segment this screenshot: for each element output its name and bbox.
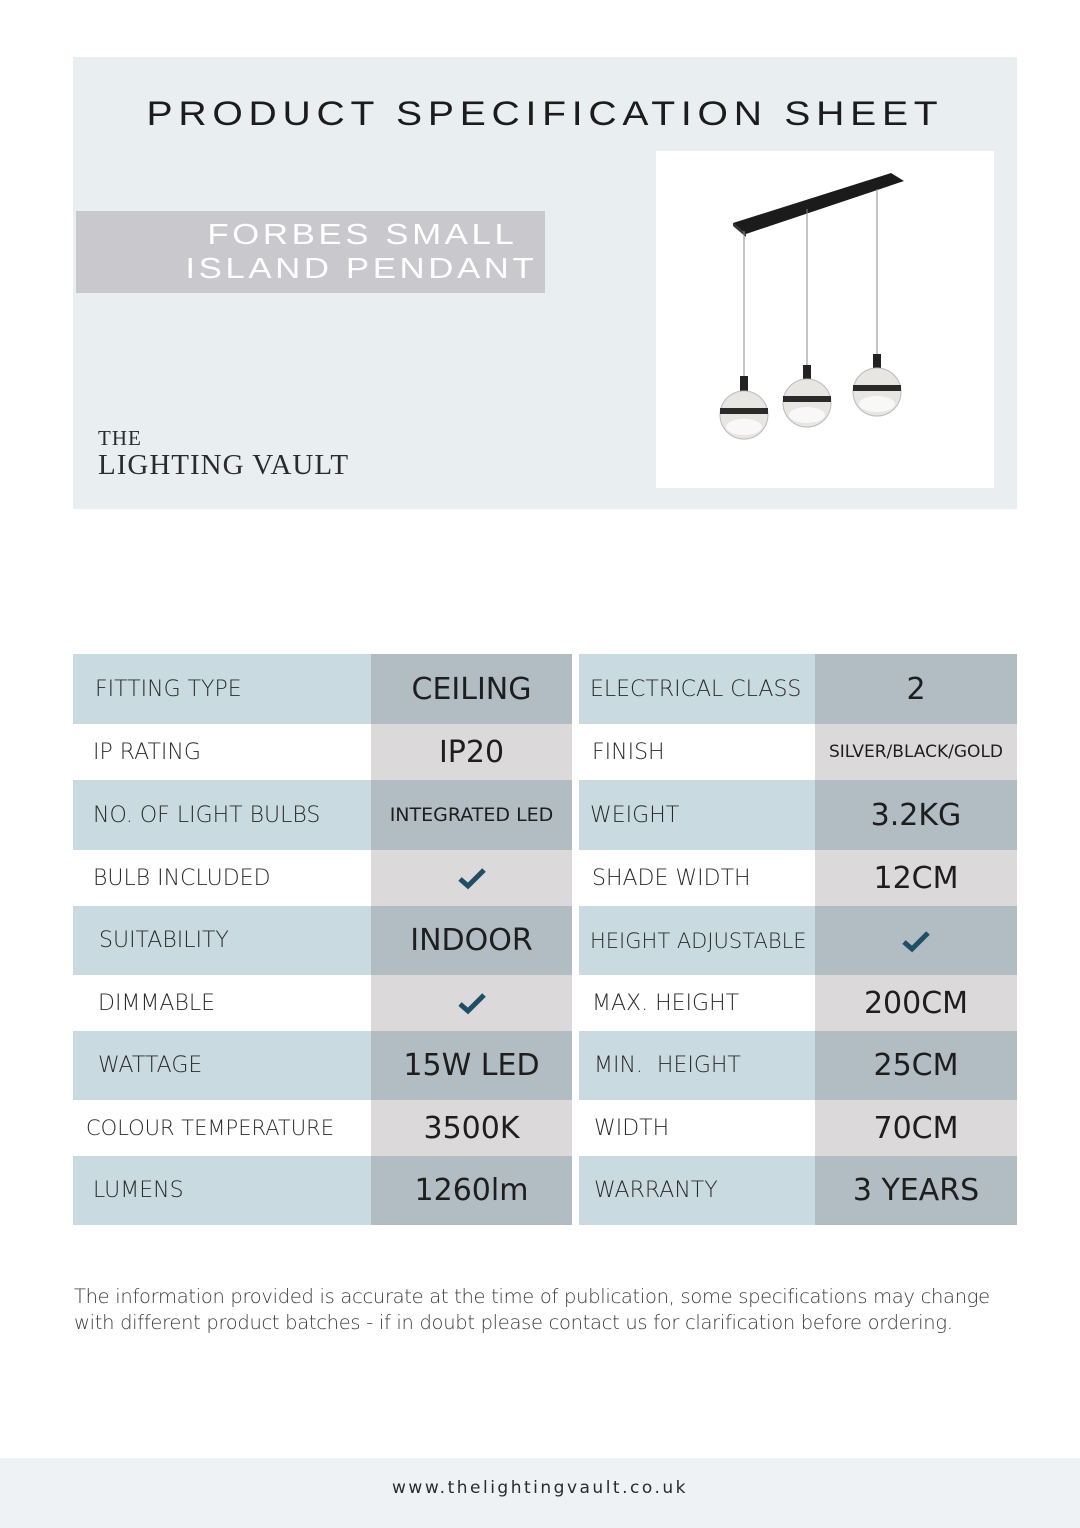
product-name-box	[76, 211, 545, 293]
spec-value-cell	[815, 1100, 1017, 1156]
product-name-line-2: ISLAND PENDANT	[184, 253, 537, 285]
logo-brand: LIGHTING VAULT	[98, 449, 350, 481]
spec-row	[73, 654, 1017, 724]
spec-row	[73, 1031, 1017, 1100]
spec-row	[73, 975, 1017, 1031]
spec-label-cell	[579, 1031, 815, 1100]
product-image	[656, 151, 994, 488]
brand-logo	[98, 427, 349, 481]
spec-label: SUITABILITY	[99, 928, 229, 953]
spec-label-cell	[73, 1100, 371, 1156]
website-link[interactable]: www.thelightingvault.co.uk	[392, 1478, 688, 1498]
spec-row	[73, 1156, 1017, 1225]
spec-value-cell	[815, 850, 1017, 906]
spec-label: WARRANTY	[594, 1178, 718, 1203]
spec-value-cell	[371, 850, 572, 906]
spec-row	[73, 850, 1017, 906]
page-title: PRODUCT SPECIFICATION SHEET	[146, 95, 944, 133]
spec-value-cell	[371, 1100, 572, 1156]
spec-value-cell	[371, 724, 572, 780]
spec-label-cell	[73, 654, 371, 724]
spec-label: LUMENS	[93, 1178, 184, 1203]
footer	[0, 1458, 1080, 1528]
spec-value: INDOOR	[410, 923, 533, 958]
spec-value: CEILING	[411, 671, 532, 707]
spec-value: 3.2KG	[870, 797, 962, 833]
spec-label: DIMMABLE	[98, 990, 216, 1016]
spec-value: 3500K	[423, 1110, 520, 1146]
spec-label-cell	[73, 724, 371, 780]
spec-label-cell	[73, 780, 371, 850]
spec-label: MAX. HEIGHT	[592, 990, 740, 1016]
spec-label-cell	[579, 654, 815, 724]
spec-label-cell	[579, 724, 815, 780]
spec-row	[73, 724, 1017, 780]
spec-label: WEIGHT	[590, 802, 680, 828]
spec-value: INTEGRATED LED	[389, 804, 554, 826]
spec-value-cell	[371, 780, 572, 850]
spec-label-cell	[579, 1100, 815, 1156]
spec-row	[73, 1100, 1017, 1156]
spec-value: 2	[906, 671, 926, 707]
check-icon	[901, 929, 931, 953]
spec-label-cell	[73, 1156, 371, 1225]
spec-value: 12CM	[873, 860, 959, 896]
spec-value-cell	[815, 654, 1017, 724]
logo-the: THE	[98, 426, 142, 450]
spec-label-cell	[73, 975, 371, 1031]
spec-value-cell	[371, 906, 572, 975]
pendant-light-icon	[656, 151, 994, 488]
spec-value-cell	[371, 975, 572, 1031]
spec-label: HEIGHT ADJUSTABLE	[590, 928, 807, 953]
spec-label-cell	[579, 975, 815, 1031]
spec-value: 1260lm	[414, 1173, 529, 1208]
check-icon	[457, 991, 487, 1015]
spec-value: IP20	[438, 734, 505, 770]
spec-value-cell	[815, 1156, 1017, 1225]
spec-value-cell	[815, 975, 1017, 1031]
spec-label-cell	[579, 1156, 815, 1225]
spec-value-cell	[815, 1031, 1017, 1100]
header-panel	[73, 57, 1017, 509]
spec-value-cell	[815, 780, 1017, 850]
spec-label-cell	[73, 1031, 371, 1100]
check-icon	[457, 866, 487, 890]
spec-label: FITTING TYPE	[95, 676, 242, 702]
spec-value-cell	[371, 1031, 572, 1100]
spec-row	[73, 780, 1017, 850]
spec-value: 15W LED	[403, 1048, 540, 1083]
spec-value-cell	[371, 1156, 572, 1225]
spec-value: 200CM	[863, 985, 969, 1021]
disclaimer-text: The information provided is accurate at the time of publication, some specifications may change with different product batches - if in doubt please contact us for clarification before ordering.	[74, 1285, 990, 1334]
product-name-line-1: FORBES SMALL	[206, 219, 517, 251]
spec-value: 25CM	[873, 1048, 959, 1083]
spec-label: BULB INCLUDED	[93, 865, 271, 891]
spec-label: MIN. HEIGHT	[594, 1053, 741, 1078]
spec-value-cell	[371, 654, 572, 724]
spec-label-cell	[73, 906, 371, 975]
spec-label: WIDTH	[594, 1115, 670, 1141]
spec-label: SHADE WIDTH	[592, 865, 751, 891]
spec-label-cell	[579, 850, 815, 906]
spec-label: IP RATING	[93, 739, 201, 765]
spec-label: COLOUR TEMPERATURE	[86, 1116, 334, 1140]
spec-row	[73, 906, 1017, 975]
spec-value: SILVER/BLACK/GOLD	[828, 742, 1004, 762]
spec-value: 3 YEARS	[852, 1173, 980, 1208]
spec-value: 70CM	[873, 1110, 959, 1146]
spec-label: WATTAGE	[98, 1053, 203, 1078]
spec-label: NO. OF LIGHT BULBS	[93, 802, 321, 828]
spec-label: ELECTRICAL CLASS	[590, 676, 802, 702]
spec-label-cell	[579, 780, 815, 850]
spec-value-cell	[815, 724, 1017, 780]
spec-label: FINISH	[592, 739, 665, 765]
spec-value-cell	[815, 906, 1017, 975]
spec-label-cell	[579, 906, 815, 975]
spec-label-cell	[73, 850, 371, 906]
